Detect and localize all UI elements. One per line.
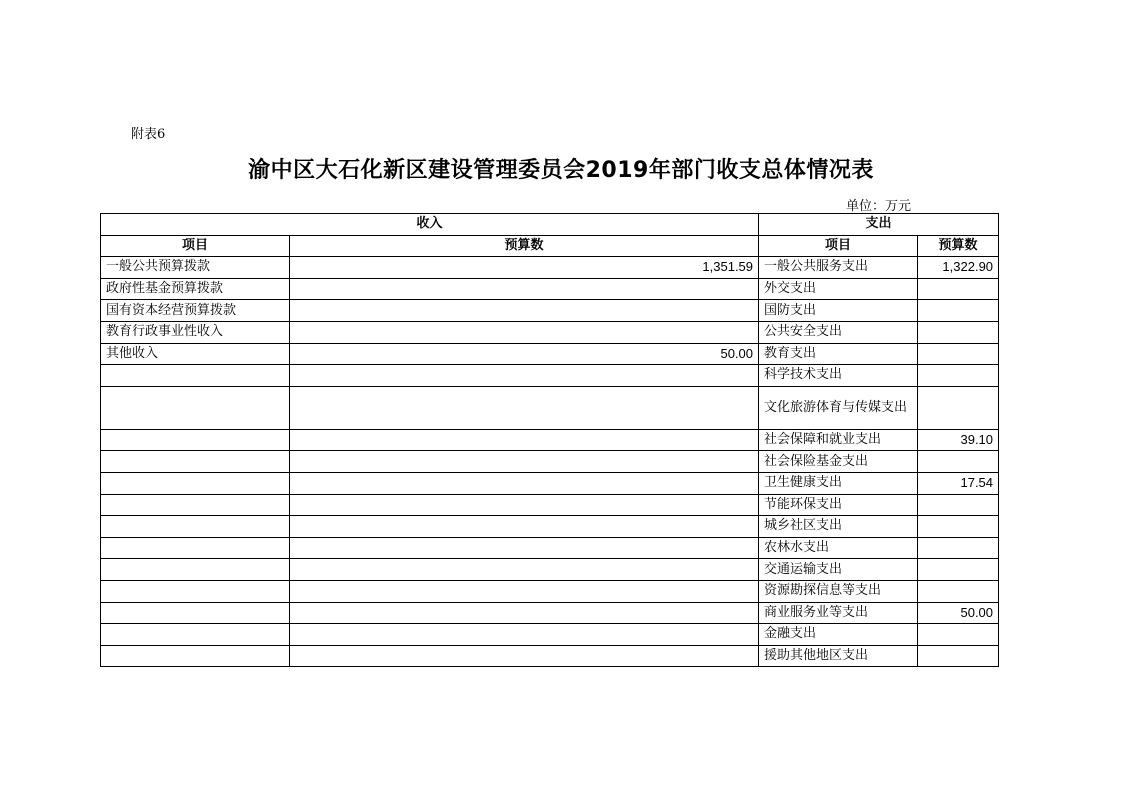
income-item-cell xyxy=(101,624,290,646)
expense-budget-cell: 50.00 xyxy=(918,602,999,624)
expense-item-cell: 卫生健康支出 xyxy=(759,472,918,494)
income-budget-cell xyxy=(290,451,759,473)
income-budget-cell xyxy=(290,278,759,300)
table-row xyxy=(101,537,999,559)
income-item-cell xyxy=(101,472,290,494)
table-row xyxy=(101,602,999,624)
expense-budget-cell xyxy=(918,300,999,322)
expense-budget-header: 预算数 xyxy=(918,235,999,257)
income-item-cell: 国有资本经营预算拨款 xyxy=(101,300,290,322)
expense-item-cell: 交通运输支出 xyxy=(759,559,918,581)
expense-budget-cell xyxy=(918,645,999,667)
income-item-cell xyxy=(101,365,290,387)
table-row xyxy=(101,343,999,365)
expense-item-cell: 社会保障和就业支出 xyxy=(759,429,918,451)
income-budget-cell xyxy=(290,537,759,559)
expense-item-cell: 国防支出 xyxy=(759,300,918,322)
income-item-cell: 其他收入 xyxy=(101,343,290,365)
table-row xyxy=(101,429,999,451)
table-body xyxy=(101,257,999,667)
expense-budget-cell: 39.10 xyxy=(918,429,999,451)
table-row xyxy=(101,451,999,473)
expense-section-header: 支出 xyxy=(759,214,999,236)
income-budget-cell xyxy=(290,580,759,602)
expense-budget-cell xyxy=(918,494,999,516)
income-item-cell xyxy=(101,494,290,516)
expense-item-cell: 城乡社区支出 xyxy=(759,516,918,538)
expense-item-cell: 商业服务业等支出 xyxy=(759,602,918,624)
income-budget-cell xyxy=(290,624,759,646)
table-row xyxy=(101,321,999,343)
expense-budget-cell xyxy=(918,516,999,538)
expense-item-cell: 金融支出 xyxy=(759,624,918,646)
table-row xyxy=(101,624,999,646)
income-item-cell: 教育行政事业性收入 xyxy=(101,321,290,343)
table-row xyxy=(101,365,999,387)
income-budget-cell xyxy=(290,559,759,581)
income-item-cell: 政府性基金预算拨款 xyxy=(101,278,290,300)
expense-budget-cell xyxy=(918,365,999,387)
income-item-cell xyxy=(101,537,290,559)
income-item-cell xyxy=(101,516,290,538)
income-budget-cell xyxy=(290,321,759,343)
expense-budget-cell xyxy=(918,624,999,646)
income-budget-cell: 1,351.59 xyxy=(290,257,759,279)
expense-item-cell: 援助其他地区支出 xyxy=(759,645,918,667)
expense-item-cell: 科学技术支出 xyxy=(759,365,918,387)
income-budget-cell xyxy=(290,602,759,624)
expense-item-cell: 社会保险基金支出 xyxy=(759,451,918,473)
income-budget-cell xyxy=(290,386,759,429)
expense-budget-cell xyxy=(918,321,999,343)
income-item-cell xyxy=(101,429,290,451)
expense-budget-cell xyxy=(918,537,999,559)
income-budget-header: 预算数 xyxy=(290,235,759,257)
expense-budget-cell xyxy=(918,451,999,473)
income-item-cell xyxy=(101,602,290,624)
income-section-header: 收入 xyxy=(101,214,759,236)
unit-label: 单位：万元 xyxy=(846,199,912,214)
expense-item-cell: 一般公共服务支出 xyxy=(759,257,918,279)
table-row xyxy=(101,645,999,667)
table-row xyxy=(101,580,999,602)
expense-budget-cell xyxy=(918,278,999,300)
income-budget-cell: 50.00 xyxy=(290,343,759,365)
income-item-header: 项目 xyxy=(101,235,290,257)
income-budget-cell xyxy=(290,645,759,667)
header-row-sections xyxy=(101,214,999,236)
table-row xyxy=(101,472,999,494)
income-budget-cell xyxy=(290,429,759,451)
income-item-cell xyxy=(101,580,290,602)
income-item-cell xyxy=(101,386,290,429)
expense-item-header: 项目 xyxy=(759,235,918,257)
income-budget-cell xyxy=(290,365,759,387)
expense-item-cell: 节能环保支出 xyxy=(759,494,918,516)
table-row xyxy=(101,559,999,581)
table-row xyxy=(101,386,999,429)
expense-budget-cell: 1,322.90 xyxy=(918,257,999,279)
budget-table xyxy=(100,213,999,667)
expense-item-cell: 农林水支出 xyxy=(759,537,918,559)
expense-budget-cell xyxy=(918,386,999,429)
expense-item-cell: 文化旅游体育与传媒支出 xyxy=(759,386,918,429)
income-item-cell xyxy=(101,559,290,581)
expense-budget-cell: 17.54 xyxy=(918,472,999,494)
expense-budget-cell xyxy=(918,559,999,581)
income-item-cell xyxy=(101,645,290,667)
table-row xyxy=(101,278,999,300)
income-budget-cell xyxy=(290,494,759,516)
expense-item-cell: 公共安全支出 xyxy=(759,321,918,343)
page-title: 渝中区大石化新区建设管理委员会2019年部门收支总体情况表 xyxy=(248,158,874,183)
appendix-label: 附表6 xyxy=(131,127,166,142)
income-budget-cell xyxy=(290,472,759,494)
table-row xyxy=(101,300,999,322)
expense-item-cell: 外交支出 xyxy=(759,278,918,300)
expense-item-cell: 教育支出 xyxy=(759,343,918,365)
table-row xyxy=(101,494,999,516)
income-item-cell xyxy=(101,451,290,473)
table-row xyxy=(101,257,999,279)
income-budget-cell xyxy=(290,516,759,538)
income-item-cell: 一般公共预算拨款 xyxy=(101,257,290,279)
table-row xyxy=(101,516,999,538)
income-budget-cell xyxy=(290,300,759,322)
header-row-columns xyxy=(101,235,999,257)
expense-budget-cell xyxy=(918,580,999,602)
expense-budget-cell xyxy=(918,343,999,365)
expense-item-cell: 资源勘探信息等支出 xyxy=(759,580,918,602)
